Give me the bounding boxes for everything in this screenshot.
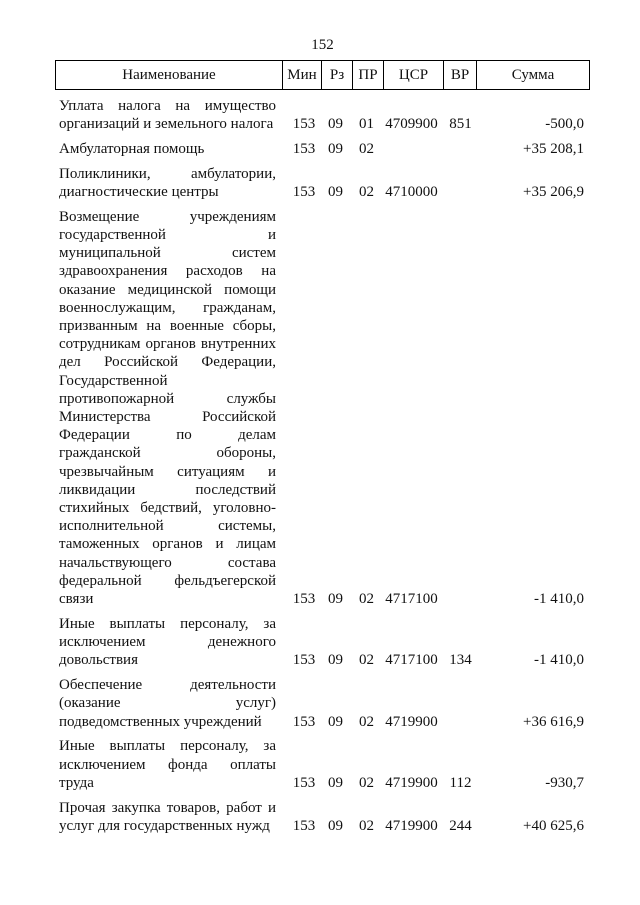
table-row (56, 140, 589, 158)
row-name-line: оказание медицинской помощи (59, 281, 276, 298)
row-name-line: муниципальной систем (59, 245, 276, 262)
expense-type-code: 851 (449, 116, 472, 133)
target-article-code: 4719900 (385, 817, 438, 834)
amount: -1 410,0 (534, 591, 584, 608)
row-name-line: труда (59, 774, 94, 791)
row-name-line: довольствия (59, 652, 138, 669)
row-name-line: Амбулаторная помощь (59, 140, 205, 157)
ministry-code: 153 (292, 774, 316, 791)
target-article-code: 4717100 (385, 652, 438, 669)
row-name-line: Поликлиники, амбулатории, (59, 165, 276, 182)
section-code: 09 (328, 591, 343, 608)
row-name (56, 97, 283, 133)
ministry-code: 153 (292, 591, 316, 608)
row-name-line: Министерства Российской (59, 409, 276, 426)
expense-type-code: 244 (449, 817, 472, 834)
row-name-line: исключением фонда оплаты (59, 756, 276, 773)
table-row (56, 799, 589, 835)
section-code: 09 (328, 713, 343, 730)
table-row (56, 737, 589, 792)
subsection-code: 02 (359, 774, 374, 791)
amount: -500,0 (545, 116, 584, 133)
table-row (56, 676, 589, 731)
column-header-section: Рз (322, 61, 353, 89)
row-name (56, 208, 283, 608)
row-name-line: сотрудникам органов внутренних (59, 336, 276, 353)
subsection-code: 02 (359, 652, 374, 669)
subsection-code: 02 (359, 817, 374, 834)
section-code: 09 (328, 652, 343, 669)
row-name-line: чрезвычайным ситуациям и (59, 463, 276, 480)
column-header-amount: Сумма (511, 67, 555, 83)
row-name-line: Государственной (59, 372, 168, 389)
row-name-line: федеральной фельдъегерской (59, 572, 276, 589)
section-code: 09 (328, 774, 343, 791)
table-row (56, 165, 589, 201)
row-name-line: Федерации по делам (59, 427, 276, 444)
row-name-line: дел Российской Федерации, (59, 354, 276, 371)
row-name (56, 165, 283, 201)
row-name-line: противопожарной службы (59, 390, 276, 407)
row-name-line: (оказание услуг) (59, 695, 276, 712)
row-name (56, 737, 283, 792)
ministry-code: 153 (292, 116, 316, 133)
budget-table (55, 60, 590, 842)
expense-type-code: 112 (449, 774, 472, 791)
column-header-name: Наименование (56, 61, 283, 89)
amount: +35 208,1 (523, 140, 584, 157)
row-name-line: Уплата налога на имущество (59, 97, 276, 114)
column-header-expense-type: ВР (444, 61, 477, 89)
row-name-line: призванным на военные сборы, (59, 318, 276, 335)
row-name-line: услуг для государственных нужд (59, 817, 270, 834)
amount: +40 625,6 (523, 817, 584, 834)
page-number: 152 (311, 37, 334, 53)
target-article-code: 4717100 (385, 591, 438, 608)
row-name-line: ликвидации последствий (59, 481, 276, 498)
section-code: 09 (328, 183, 343, 200)
row-name-line: гражданской обороны, (59, 445, 276, 462)
table-header (55, 60, 590, 90)
row-name (56, 799, 283, 835)
row-name-line: исполнительной системы, (59, 518, 276, 535)
row-name-line: государственной и (59, 227, 276, 244)
row-name-line: здравоохранения расходов на (59, 263, 276, 280)
column-header-subsection: ПР (353, 61, 384, 89)
table-row (56, 208, 589, 608)
subsection-code: 02 (359, 591, 374, 608)
row-name-line: диагностические центры (59, 183, 219, 200)
row-name-line: Иные выплаты персоналу, за (59, 615, 276, 632)
row-name-line: связи (59, 591, 94, 608)
row-name-line: таможенных органов и лицам (59, 536, 276, 553)
table-row (56, 97, 589, 133)
amount: +36 616,9 (523, 713, 584, 730)
row-name-line: начальствующего состава (59, 554, 276, 571)
ministry-code: 153 (292, 713, 316, 730)
amount: -1 410,0 (534, 652, 584, 669)
row-name-line: Обеспечение деятельности (59, 677, 276, 694)
ministry-code: 153 (292, 183, 316, 200)
row-name-line: исключением денежного (59, 634, 276, 651)
table-row (56, 615, 589, 670)
ministry-code: 153 (292, 652, 316, 669)
amount: +35 206,9 (523, 183, 584, 200)
column-header-target-article: ЦСР (384, 61, 444, 89)
subsection-code: 01 (359, 116, 374, 133)
subsection-code: 02 (359, 140, 374, 157)
expense-type-code: 134 (449, 652, 472, 669)
row-name (56, 615, 283, 670)
target-article-code: 4719900 (385, 713, 438, 730)
row-name-line: Прочая закупка товаров, работ и (59, 799, 276, 816)
section-code: 09 (328, 140, 343, 157)
target-article-code: 4719900 (385, 774, 438, 791)
row-name-line: военнослужащим, гражданам, (59, 299, 276, 316)
row-name-line: Возмещение учреждениям (59, 208, 276, 225)
target-article-code: 4709900 (385, 116, 438, 133)
row-name-line: организаций и земельного налога (59, 116, 274, 133)
section-code: 09 (328, 817, 343, 834)
row-name (56, 676, 283, 731)
row-name-line: Иные выплаты персоналу, за (59, 738, 276, 755)
section-code: 09 (328, 116, 343, 133)
row-name-line: стихийных бедствий, уголовно- (59, 500, 276, 517)
subsection-code: 02 (359, 713, 374, 730)
row-name (56, 140, 283, 158)
ministry-code: 153 (292, 817, 316, 834)
target-article-code: 4710000 (385, 183, 438, 200)
row-name-line: подведомственных учреждений (59, 713, 262, 730)
column-header-ministry: Мин (283, 61, 322, 89)
ministry-code: 153 (292, 140, 316, 157)
subsection-code: 02 (359, 183, 374, 200)
table-body (55, 90, 590, 835)
amount: -930,7 (545, 774, 584, 791)
